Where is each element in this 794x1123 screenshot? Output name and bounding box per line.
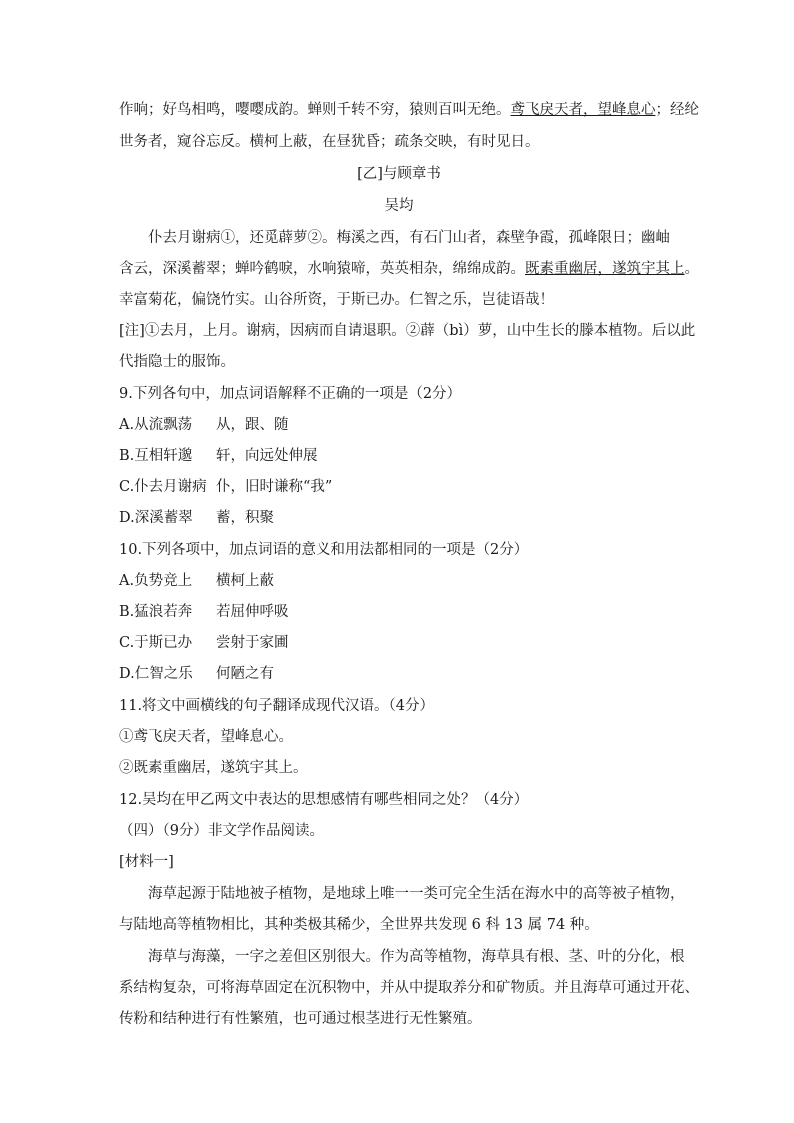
option-right: 若屈伸呼吸 <box>216 604 289 620</box>
passage-b-line-2 <box>119 259 699 279</box>
option-left: B.猛浪若奔 <box>119 604 193 620</box>
option-sentence: D.深溪蓄翠 <box>119 510 193 526</box>
passage-b-line-2-text: 含云，深溪蓄翠；蝉吟鹤唳，水响猿啼，英英相杂，绵绵成韵。 <box>119 261 525 277</box>
question-9-stem: 9.下列各句中，加点词语解释不正确的一项是（2分） <box>119 386 462 402</box>
option-explanation: 蓄，积聚 <box>216 510 274 526</box>
question-10-option-c <box>119 633 679 653</box>
option-right: 尝射于家圃 <box>216 635 289 651</box>
option-left: D.仁智之乐 <box>119 666 193 682</box>
material-p1-line-2: 与陆地高等植物相比，其种类极其稀少，全世界共发现 6 科 13 属 74 种。 <box>119 917 599 933</box>
passage-b-line-1: 仆去月谢病①，还觅薜萝②。梅溪之西，有石门山者，森壁争霞，孤峰限日；幽岫 <box>148 230 670 246</box>
passage-a-line-1-text: 作响；好鸟相鸣，嘤嘤成韵。蝉则千转不穷，猿则百叫无绝。 <box>119 102 511 118</box>
material-p2-line-2: 系结构复杂，可将海草固定在沉积物中，并从中提取养分和矿物质。并且海草可通过开花、 <box>119 980 699 996</box>
question-9-option-d <box>119 508 679 528</box>
question-11-stem: 11.将文中画横线的句子翻译成现代汉语。（4分） <box>119 698 435 714</box>
option-right: 横柯上蔽 <box>216 573 274 589</box>
option-explanation: 从，跟、随 <box>216 417 289 433</box>
underlined-sentence-2: 既素重幽居，遂筑宇其上 <box>525 261 685 277</box>
question-9-option-b <box>119 446 679 466</box>
question-11-sentence-1: ①鸢飞戾天者，望峰息心。 <box>119 729 293 745</box>
question-10-option-b <box>119 602 679 622</box>
material-p2-line-1: 海草与海藻，一字之差但区别很大。作为高等植物，海草具有根、茎、叶的分化，根 <box>148 949 685 965</box>
option-left: C.于斯已办 <box>119 635 193 651</box>
question-9-option-c <box>119 477 679 497</box>
option-sentence: B.互相轩邈 <box>119 448 193 464</box>
option-explanation: 轩，向远处伸展 <box>216 448 318 464</box>
question-12-stem: 12.吴均在甲乙两文中表达的思想感情有哪些相同之处？（4分） <box>119 792 529 808</box>
passage-a-line-1-tail: ；经纶 <box>655 102 699 118</box>
option-explanation: 仆，旧时谦称“我” <box>216 479 333 495</box>
underlined-sentence-1: 鸢飞戾天者，望峰息心 <box>510 102 656 118</box>
option-left: A.负势竞上 <box>119 573 193 589</box>
question-9-option-a <box>119 415 679 435</box>
passage-b-line-3: 幸富菊花，偏饶竹实。山谷所资，于斯已办。仁智之乐，岂徒语哉！ <box>119 292 554 308</box>
question-11-sentence-2: ②既素重幽居，遂筑宇其上。 <box>119 760 308 776</box>
passage-a-line-2: 世务者，窥谷忘反。横柯上蔽，在昼犹昏；疏条交映，有时见日。 <box>119 134 540 150</box>
passage-b-line-2-tail: 。 <box>684 261 699 277</box>
passage-a-line-1 <box>119 100 699 120</box>
passage-b-author: 吴均 <box>384 198 414 214</box>
option-sentence: C.仆去月谢病 <box>119 479 207 495</box>
footnote-line-2: 代指隐士的服饰。 <box>119 354 235 370</box>
material-p1-line-1: 海草起源于陆地被子植物，是地球上唯一一类可完全生活在海水中的高等被子植物， <box>148 886 685 902</box>
option-right: 何陋之有 <box>216 666 274 682</box>
passage-b-title: [乙]与顾章书 <box>357 166 441 182</box>
question-10-stem: 10.下列各项中，加点词语的意义和用法都相同的一项是（2分） <box>119 542 529 558</box>
option-sentence: A.从流飘荡 <box>119 417 193 433</box>
material-p2-line-3: 传粉和结种进行有性繁殖，也可通过根茎进行无性繁殖。 <box>119 1011 482 1027</box>
section-4-heading: （四）（9分）非文学作品阅读。 <box>119 823 324 839</box>
question-10-option-d <box>119 664 679 684</box>
footnote-line-1: [注]①去月，上月。谢病，因病而自请退职。②薜（bì）萝，山中生长的滕本植物。后以此 <box>119 323 696 339</box>
material-label: [材料一] <box>119 854 174 870</box>
question-10-option-a <box>119 571 679 591</box>
